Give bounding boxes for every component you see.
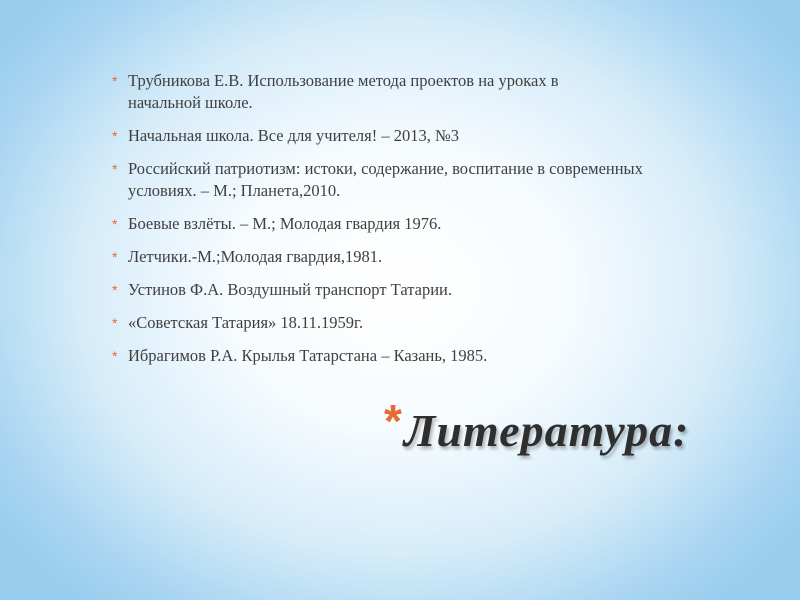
list-item — [112, 246, 672, 268]
reference-text: Устинов Ф.А. Воздушный транспорт Татарии. — [128, 280, 453, 299]
reference-text: Боевые взлёты. – М.; Молодая гвардия 1976. — [128, 214, 442, 233]
title-star-bullet-icon: * — [384, 395, 402, 447]
star-bullet-icon: * — [112, 282, 118, 298]
reference-text: Трубникова Е.В. Использование метода проектов на уроках в начальной школе. — [128, 71, 559, 112]
page-title: Литература: — [403, 405, 690, 456]
star-bullet-icon: * — [112, 161, 118, 177]
reference-text: Российский патриотизм: истоки, содержание, воспитание в современных условиях. – М.; Планета,2010. — [128, 159, 643, 200]
list-item — [112, 345, 672, 367]
list-item — [112, 279, 672, 301]
slide-title — [384, 395, 690, 470]
reference-text: «Советская Татария» 18.11.1959г. — [128, 313, 364, 332]
star-bullet-icon: * — [112, 73, 118, 89]
list-item — [112, 312, 672, 334]
star-bullet-icon: * — [112, 128, 118, 144]
star-bullet-icon: * — [112, 216, 118, 232]
star-bullet-icon: * — [112, 249, 118, 265]
reference-text: Начальная школа. Все для учителя! – 2013, №3 — [128, 126, 459, 145]
list-item — [112, 158, 672, 202]
list-item — [112, 70, 672, 114]
reference-text: Ибрагимов Р.А. Крылья Татарстана – Казань, 1985. — [128, 346, 488, 365]
star-bullet-icon: * — [112, 348, 118, 364]
reference-text: Летчики.-М.;Молодая гвардия,1981. — [128, 247, 383, 266]
reference-list — [112, 70, 672, 378]
list-item — [112, 213, 672, 235]
list-item — [112, 125, 672, 147]
star-bullet-icon: * — [112, 315, 118, 331]
